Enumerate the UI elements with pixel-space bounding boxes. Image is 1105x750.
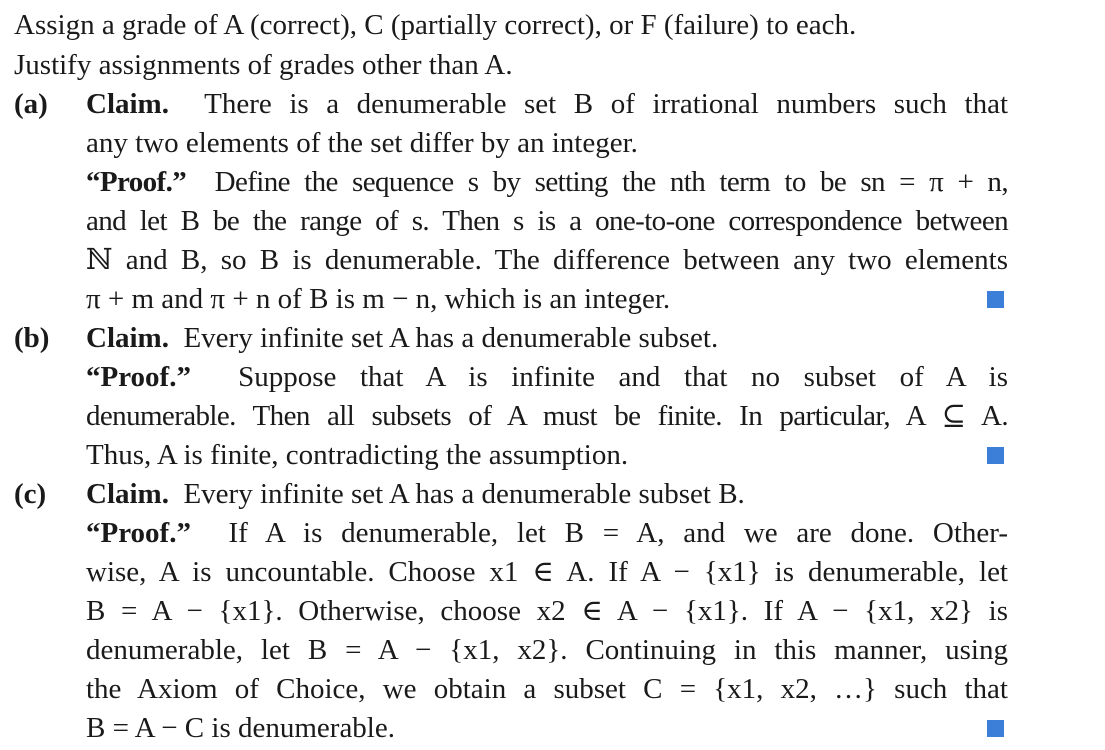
intro-line-2: Justify assignments of grades other than A. — [14, 49, 513, 81]
problem-c-proof-line-4: denumerable, let B = A − {x1, x2}. Continuing in this manner, using — [86, 634, 1008, 666]
problem-c-proof-line-6: B = A − C is denumerable. — [86, 712, 395, 744]
claim-word: Claim. — [86, 88, 169, 120]
claim-word: Claim. — [86, 478, 169, 510]
problem-a-proof-line-2: and let B be the range of s. Then s is a one-to-one correspondence between — [86, 205, 1008, 237]
problem-c-proof-line-5: the Axiom of Choice, we obtain a subset C = {x1, x2, …} such that — [86, 673, 1008, 705]
problem-b-label: (b) — [14, 322, 50, 354]
problem-c-claim-line-1 — [86, 475, 745, 514]
problem-a-claim-line-1 — [86, 85, 1008, 124]
problem-c-label: (c) — [14, 478, 47, 510]
problem-c-proof-text-1: If A is denumerable, let B = A, and we are done. Other- — [228, 517, 1009, 549]
problem-c-end-of-proof-square — [987, 720, 1004, 737]
claim-word: Claim. — [86, 322, 169, 354]
problem-b-claim-text: Every infinite set A has a denumerable subset. — [183, 322, 719, 354]
problem-b-proof-line-1 — [86, 358, 1008, 397]
problem-b-claim-line-1 — [86, 319, 718, 358]
problem-a-claim-line-2: any two elements of the set differ by an integer. — [86, 127, 638, 159]
problem-c-claim-text: Every infinite set A has a denumerable subset B. — [183, 478, 745, 510]
problem-a-proof-line-3: ℕ and B, so B is denumerable. The difference between any two elements — [86, 244, 1008, 276]
problem-a-label: (a) — [14, 88, 48, 120]
proof-word: “Proof.” — [86, 361, 191, 393]
problem-b-proof-text-1: Suppose that A is infinite and that no subset of A is — [238, 361, 1008, 393]
problem-a-end-of-proof-square — [987, 291, 1004, 308]
problem-b-end-of-proof-square — [987, 447, 1004, 464]
problem-a-proof-text-1: Define the sequence s by setting the nth term to be sn = π + n, — [214, 166, 1008, 198]
proof-word: “Proof.” — [86, 166, 187, 198]
problem-a-proof-line-4: π + m and π + n of B is m − n, which is an integer. — [86, 283, 671, 315]
problem-a-claim-text: There is a denumerable set B of irrational numbers such that — [204, 88, 1008, 120]
problem-c-proof-line-3: B = A − {x1}. Otherwise, choose x2 ∈ A − {x1}. If A − {x1, x2} is — [86, 595, 1008, 627]
problem-b-proof-line-2: denumerable. Then all subsets of A must be finite. In particular, A ⊆ A. — [86, 400, 1008, 432]
proof-word: “Proof.” — [86, 517, 191, 549]
problem-a-proof-line-1 — [86, 163, 1008, 202]
problem-c-proof-line-1 — [86, 514, 1008, 553]
problem-c-proof-line-2: wise, A is uncountable. Choose x1 ∈ A. If A − {x1} is denumerable, let — [86, 556, 1008, 588]
problem-b-proof-line-3: Thus, A is finite, contradicting the assumption. — [86, 439, 629, 471]
intro-line-1: Assign a grade of A (correct), C (partially correct), or F (failure) to each. — [14, 9, 857, 41]
